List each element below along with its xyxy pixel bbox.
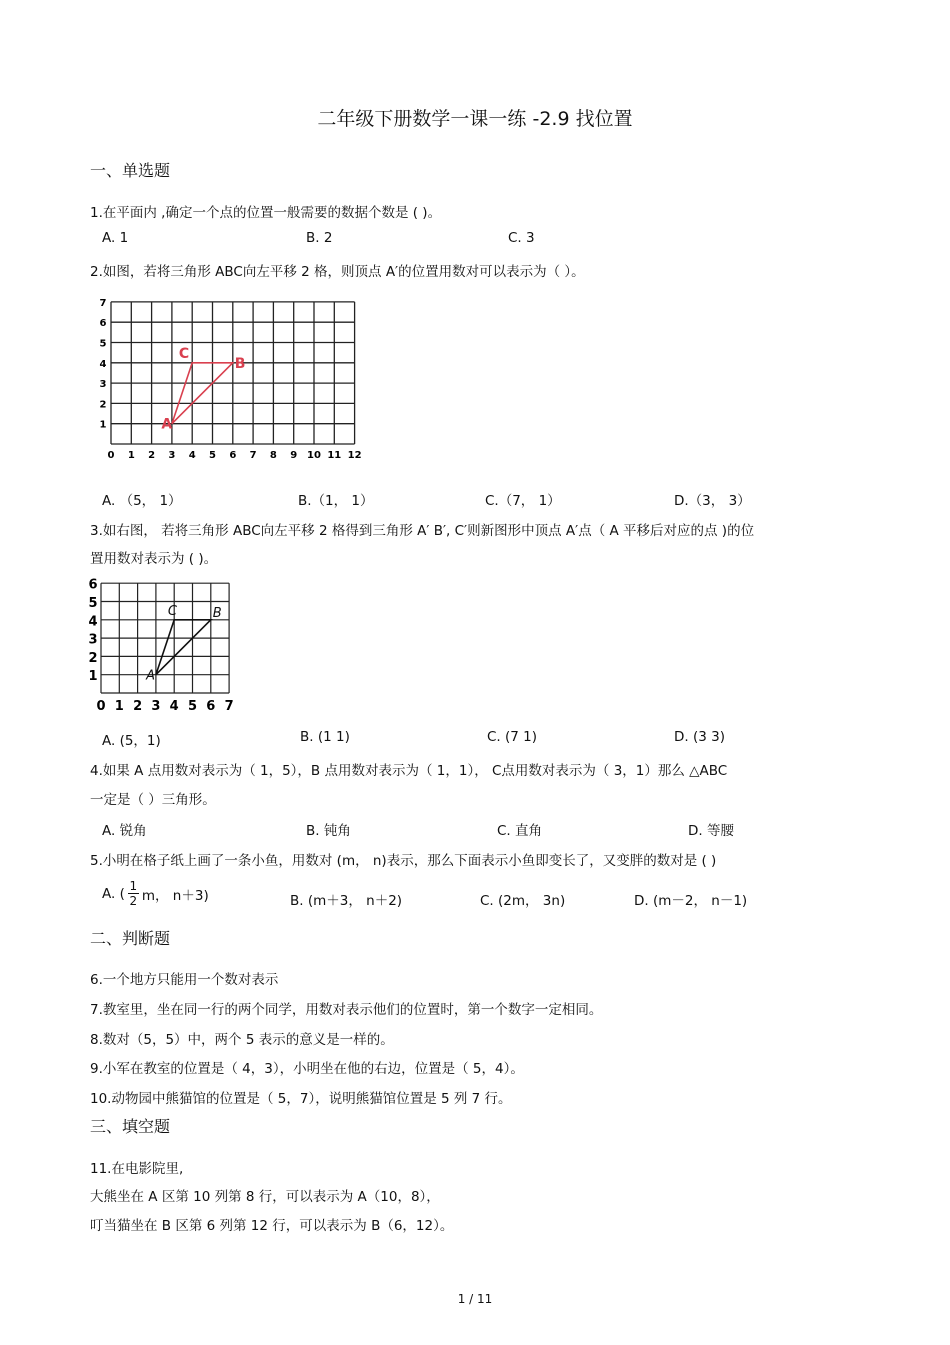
question-2: 2.如图，若将三角形 ABC向左平移 2 格，则顶点 A′的位置用数对可以表示为（ ）。 bbox=[90, 264, 585, 280]
q4-option-d: D. 等腰 bbox=[688, 823, 734, 839]
q5-option-b: B. (m＋3， n＋2) bbox=[290, 893, 403, 909]
x-tick-label: 7 bbox=[224, 699, 234, 714]
x-tick-label: 0 bbox=[107, 450, 115, 461]
y-tick-label: 7 bbox=[99, 297, 107, 309]
q4-option-c: C. 直角 bbox=[497, 823, 543, 839]
x-tick-label: 0 bbox=[96, 699, 106, 714]
vertex-label-c: C bbox=[178, 345, 190, 362]
q5-option-a bbox=[102, 879, 209, 908]
section-fill-in: 三、填空题 bbox=[90, 1117, 171, 1136]
question-1: 1.在平面内 ,确定一个点的位置一般需要的数据个数是 ( )。 bbox=[90, 205, 442, 221]
question-9: 9.小军在教室的位置是（ 4，3），小明坐在他的右边，位置是（ 5，4）。 bbox=[90, 1061, 524, 1077]
q5-option-c: C. (2m， 3n) bbox=[480, 893, 566, 909]
x-tick-label: 10 bbox=[307, 450, 321, 461]
x-tick-label: 3 bbox=[151, 699, 161, 714]
y-tick-label: 3 bbox=[88, 632, 98, 648]
x-tick-label: 9 bbox=[290, 450, 298, 461]
fraction-numerator: 1 bbox=[129, 879, 138, 893]
y-tick-label: 6 bbox=[99, 318, 107, 330]
q4-option-b: B. 钝角 bbox=[306, 823, 351, 839]
q3-option-b: B. (1 1) bbox=[300, 729, 350, 745]
x-tick-label: 2 bbox=[133, 699, 143, 714]
q4-option-a: A. 锐角 bbox=[102, 823, 147, 839]
y-tick-label: 3 bbox=[99, 379, 107, 391]
section-true-false: 二、判断题 bbox=[90, 929, 171, 948]
q2-option-b: B.（1， 1） bbox=[298, 493, 374, 509]
y-tick-label: 1 bbox=[99, 419, 107, 431]
question-11: 11.在电影院里, bbox=[90, 1161, 184, 1177]
q2-option-c: C.（7， 1） bbox=[485, 493, 561, 509]
triangle-abc bbox=[172, 363, 233, 424]
y-tick-label: 5 bbox=[88, 596, 98, 611]
x-tick-label: 1 bbox=[127, 450, 135, 461]
question-3-line-1: 3.如右图， 若将三角形 ABC向左平移 2 格得到三角形 A′ B′, C′则新图形中顶点 A′点（ A 平移后对应的点 )的位 bbox=[90, 523, 755, 539]
x-tick-label: 8 bbox=[269, 450, 277, 461]
question-4-line-2: 一定是（ ）三角形。 bbox=[90, 792, 216, 808]
fraction-denominator: 2 bbox=[129, 894, 138, 908]
question-8: 8.数对（5，5）中，两个 5 表示的意义是一样的。 bbox=[90, 1032, 394, 1048]
question-10: 10.动物园中熊猫馆的位置是（ 5，7），说明熊猫馆位置是 5 列 7 行。 bbox=[90, 1091, 512, 1107]
q2-option-a: A. （5， 1） bbox=[102, 493, 182, 509]
q5-option-d: D. (m－2， n－1) bbox=[634, 893, 748, 909]
question-5: 5.小明在格子纸上画了一条小鱼，用数对 (m， n)表示，那么下面表示小鱼即变长了，又变胖的数对是 ( ) bbox=[90, 853, 717, 869]
vertex-label-b: B bbox=[234, 356, 246, 373]
q5-option-a-prefix: A. ( bbox=[102, 885, 125, 902]
x-tick-label: 1 bbox=[114, 699, 124, 714]
x-tick-label: 12 bbox=[347, 450, 362, 461]
q5-option-a-suffix: m， n＋3) bbox=[141, 887, 209, 904]
q3-grid-figure bbox=[86, 575, 241, 715]
question-11-line-1: 大熊坐在 A 区第 10 列第 8 行，可以表示为 A（10，8）， bbox=[90, 1189, 440, 1205]
x-tick-label: 6 bbox=[206, 699, 216, 714]
q3-option-a: A. (5，1) bbox=[102, 733, 161, 749]
y-tick-label: 4 bbox=[99, 358, 107, 370]
question-3-line-2: 置用数对表示为 ( )。 bbox=[90, 551, 218, 567]
vertex-label-a: A bbox=[161, 416, 173, 433]
x-tick-label: 7 bbox=[249, 450, 257, 461]
q1-option-a: A. 1 bbox=[102, 230, 129, 246]
x-tick-label: 2 bbox=[148, 450, 156, 461]
x-tick-label: 5 bbox=[209, 450, 216, 461]
y-tick-label: 2 bbox=[88, 650, 98, 666]
y-tick-label: 4 bbox=[88, 614, 98, 630]
triangle-abc bbox=[156, 620, 211, 675]
y-tick-label: 6 bbox=[88, 577, 98, 593]
question-11-line-2: 叮当猫坐在 B 区第 6 列第 12 行，可以表示为 B（6，12）。 bbox=[90, 1218, 454, 1234]
vertex-label-b: B bbox=[212, 605, 222, 621]
x-tick-label: 4 bbox=[188, 450, 196, 461]
x-tick-label: 4 bbox=[169, 699, 179, 714]
q1-option-b: B. 2 bbox=[306, 230, 333, 246]
x-tick-label: 3 bbox=[168, 450, 176, 461]
q1-option-c: C. 3 bbox=[508, 230, 535, 246]
section-single-choice: 一、单选题 bbox=[90, 161, 171, 180]
y-tick-label: 5 bbox=[99, 338, 107, 350]
question-4-line-1: 4.如果 A 点用数对表示为（ 1，5），B 点用数对表示为（ 1，1）， C点用数对表示为（ 3，1）那么 △ABC bbox=[90, 763, 728, 779]
q2-option-d: D.（3， 3） bbox=[674, 493, 751, 509]
page-number: 1 / 11 bbox=[457, 1292, 493, 1306]
question-6: 6.一个地方只能用一个数对表示 bbox=[90, 972, 279, 988]
q2-grid-figure bbox=[90, 292, 375, 467]
q3-option-d: D. (3 3) bbox=[674, 729, 725, 745]
x-tick-label: 5 bbox=[187, 699, 198, 714]
vertex-label-c: C bbox=[167, 603, 177, 619]
x-tick-label: 6 bbox=[229, 450, 237, 461]
q3-option-c: C. (7 1) bbox=[487, 729, 538, 745]
vertex-label-a: A bbox=[146, 668, 156, 684]
y-tick-label: 2 bbox=[99, 399, 107, 411]
fraction-one-half bbox=[128, 879, 139, 908]
question-7: 7.教室里，坐在同一行的两个同学，用数对表示他们的位置时，第一个数字一定相同。 bbox=[90, 1002, 603, 1018]
x-tick-label: 11 bbox=[327, 450, 342, 461]
y-tick-label: 1 bbox=[88, 669, 98, 685]
page-title: 二年级下册数学一课一练 -2.9 找位置 bbox=[317, 108, 633, 130]
